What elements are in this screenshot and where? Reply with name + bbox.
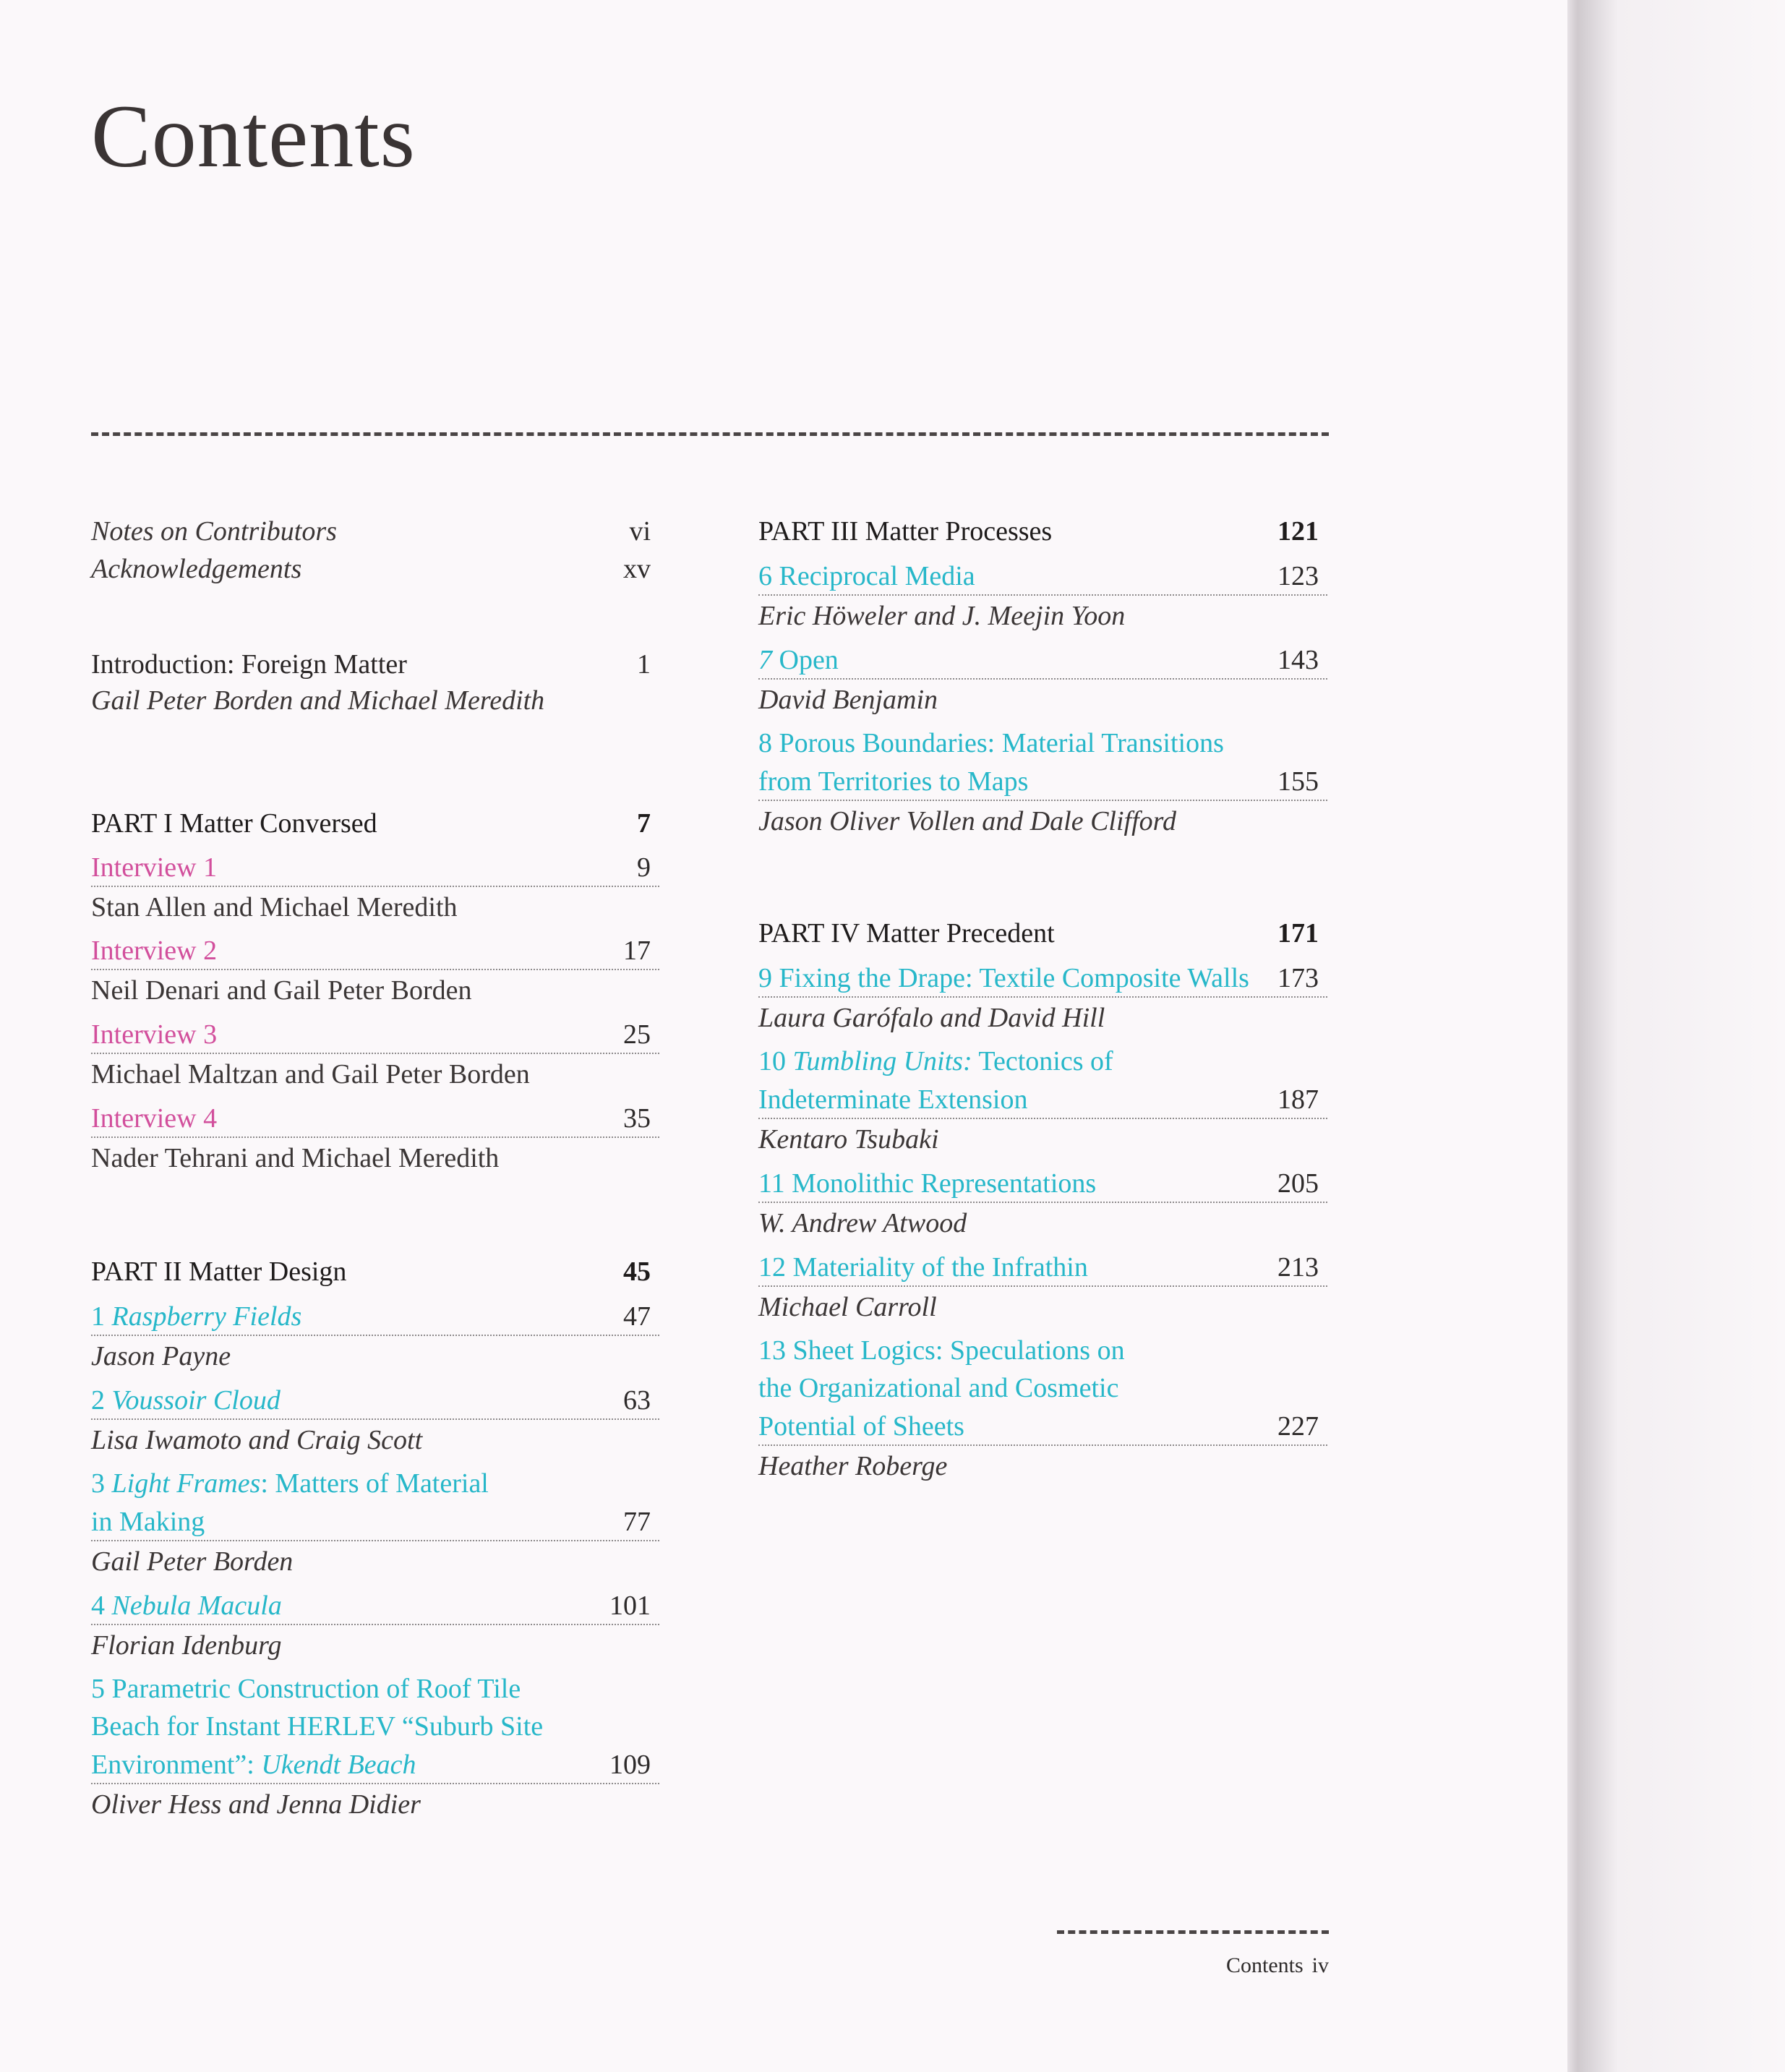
part-heading[interactable]: PART IV Matter Precedent 171 (758, 918, 1319, 949)
entry-authors: Michael Carroll (758, 1292, 937, 1322)
part-heading[interactable]: PART II Matter Design 45 (91, 1257, 651, 1287)
toc-entry-chapter-13[interactable]: Potential of Sheets 227 (758, 1408, 1327, 1446)
toc-entry-chapter-3[interactable]: in Making 77 (91, 1504, 659, 1541)
toc-entry-chapter-7[interactable]: 7 Open 143 (758, 642, 1327, 680)
entry-authors: Eric Höweler and J. Meejin Yoon (758, 601, 1126, 631)
entry-authors: David Benjamin (758, 685, 938, 715)
toc-entry-chapter-6[interactable]: 6 Reciprocal Media 123 (758, 558, 1327, 596)
part-heading[interactable]: PART III Matter Processes 121 (758, 516, 1319, 547)
entry-authors: Kentaro Tsubaki (758, 1124, 939, 1155)
toc-entry-chapter-8[interactable]: from Territories to Maps 155 (758, 763, 1327, 801)
entry-title-line[interactable]: 5 Parametric Construction of Roof Tile (91, 1674, 521, 1704)
entry-authors: Florian Idenburg (91, 1630, 282, 1661)
toc-entry-chapter-9[interactable]: 9 Fixing the Drape: Textile Composite Walls 173 (758, 960, 1327, 998)
entry-authors: Nader Tehrani and Michael Meredith (91, 1143, 500, 1173)
toc-entry-chapter-2[interactable]: 2 Voussoir Cloud 63 (91, 1382, 659, 1420)
entry-title-line[interactable]: 10 Tumbling Units: Tectonics of (758, 1046, 1113, 1076)
entry-title-line[interactable]: 8 Porous Boundaries: Material Transitions (758, 728, 1224, 758)
entry-authors: Michael Maltzan and Gail Peter Borden (91, 1059, 530, 1089)
entry-authors: Oliver Hess and Jenna Didier (91, 1789, 421, 1820)
toc-entry-chapter-4[interactable]: 4 Nebula Macula 101 (91, 1588, 659, 1625)
toc-entry-chapter-11[interactable]: 11 Monolithic Representations 205 (758, 1165, 1327, 1203)
toc-entry-interview-4[interactable]: Interview 4 35 (91, 1100, 659, 1138)
toc-entry-introduction[interactable]: Introduction: Foreign Matter 1 (91, 649, 651, 680)
toc-entry-interview-1[interactable]: Interview 1 9 (91, 849, 659, 887)
entry-authors: W. Andrew Atwood (758, 1208, 967, 1238)
toc-entry-chapter-5[interactable]: Environment”: Ukendt Beach 109 (91, 1747, 659, 1784)
entry-authors: Gail Peter Borden (91, 1546, 294, 1577)
entry-title-line[interactable]: the Organizational and Cosmetic (758, 1373, 1119, 1403)
toc-entry-chapter-12[interactable]: 12 Materiality of the Infrathin 213 (758, 1249, 1327, 1287)
entry-title-line[interactable]: Beach for Instant HERLEV “Suburb Site (91, 1711, 544, 1742)
toc-entry-interview-2[interactable]: Interview 2 17 (91, 933, 659, 970)
entry-authors: Neil Denari and Gail Peter Borden (91, 975, 472, 1006)
entry-authors: Heather Roberge (758, 1451, 948, 1481)
entry-title-line[interactable]: 3 Light Frames: Matters of Material (91, 1468, 489, 1499)
page-number: iv (1311, 1953, 1329, 1977)
footer-divider (1057, 1930, 1329, 1934)
entry-authors: Jason Payne (91, 1341, 231, 1371)
page-title: Contents (91, 87, 416, 186)
page-footer (1215, 1953, 1329, 1978)
entry-authors: Laura Garófalo and David Hill (758, 1003, 1105, 1033)
entry-authors: Lisa Iwamoto and Craig Scott (91, 1425, 423, 1455)
title-divider (91, 432, 1329, 436)
toc-entry-acknowledgements[interactable]: Acknowledgements xv (91, 554, 651, 584)
toc-entry-contributors[interactable]: Notes on Contributors vi (91, 516, 651, 547)
toc-entry-interview-3[interactable]: Interview 3 25 (91, 1016, 659, 1054)
entry-title-line[interactable]: 13 Sheet Logics: Speculations on (758, 1335, 1125, 1366)
entry-authors: Stan Allen and Michael Meredith (91, 892, 458, 922)
toc-entry-chapter-1[interactable]: 1 Raspberry Fields 47 (91, 1298, 659, 1336)
footer-label: Contents (1225, 1953, 1304, 1977)
page-binding-edge (1567, 0, 1785, 2072)
toc-entry-chapter-10[interactable]: Indeterminate Extension 187 (758, 1082, 1327, 1119)
part-heading[interactable]: PART I Matter Conversed 7 (91, 808, 651, 839)
entry-authors: Gail Peter Borden and Michael Meredith (91, 685, 545, 716)
entry-authors: Jason Oliver Vollen and Dale Clifford (758, 806, 1177, 836)
